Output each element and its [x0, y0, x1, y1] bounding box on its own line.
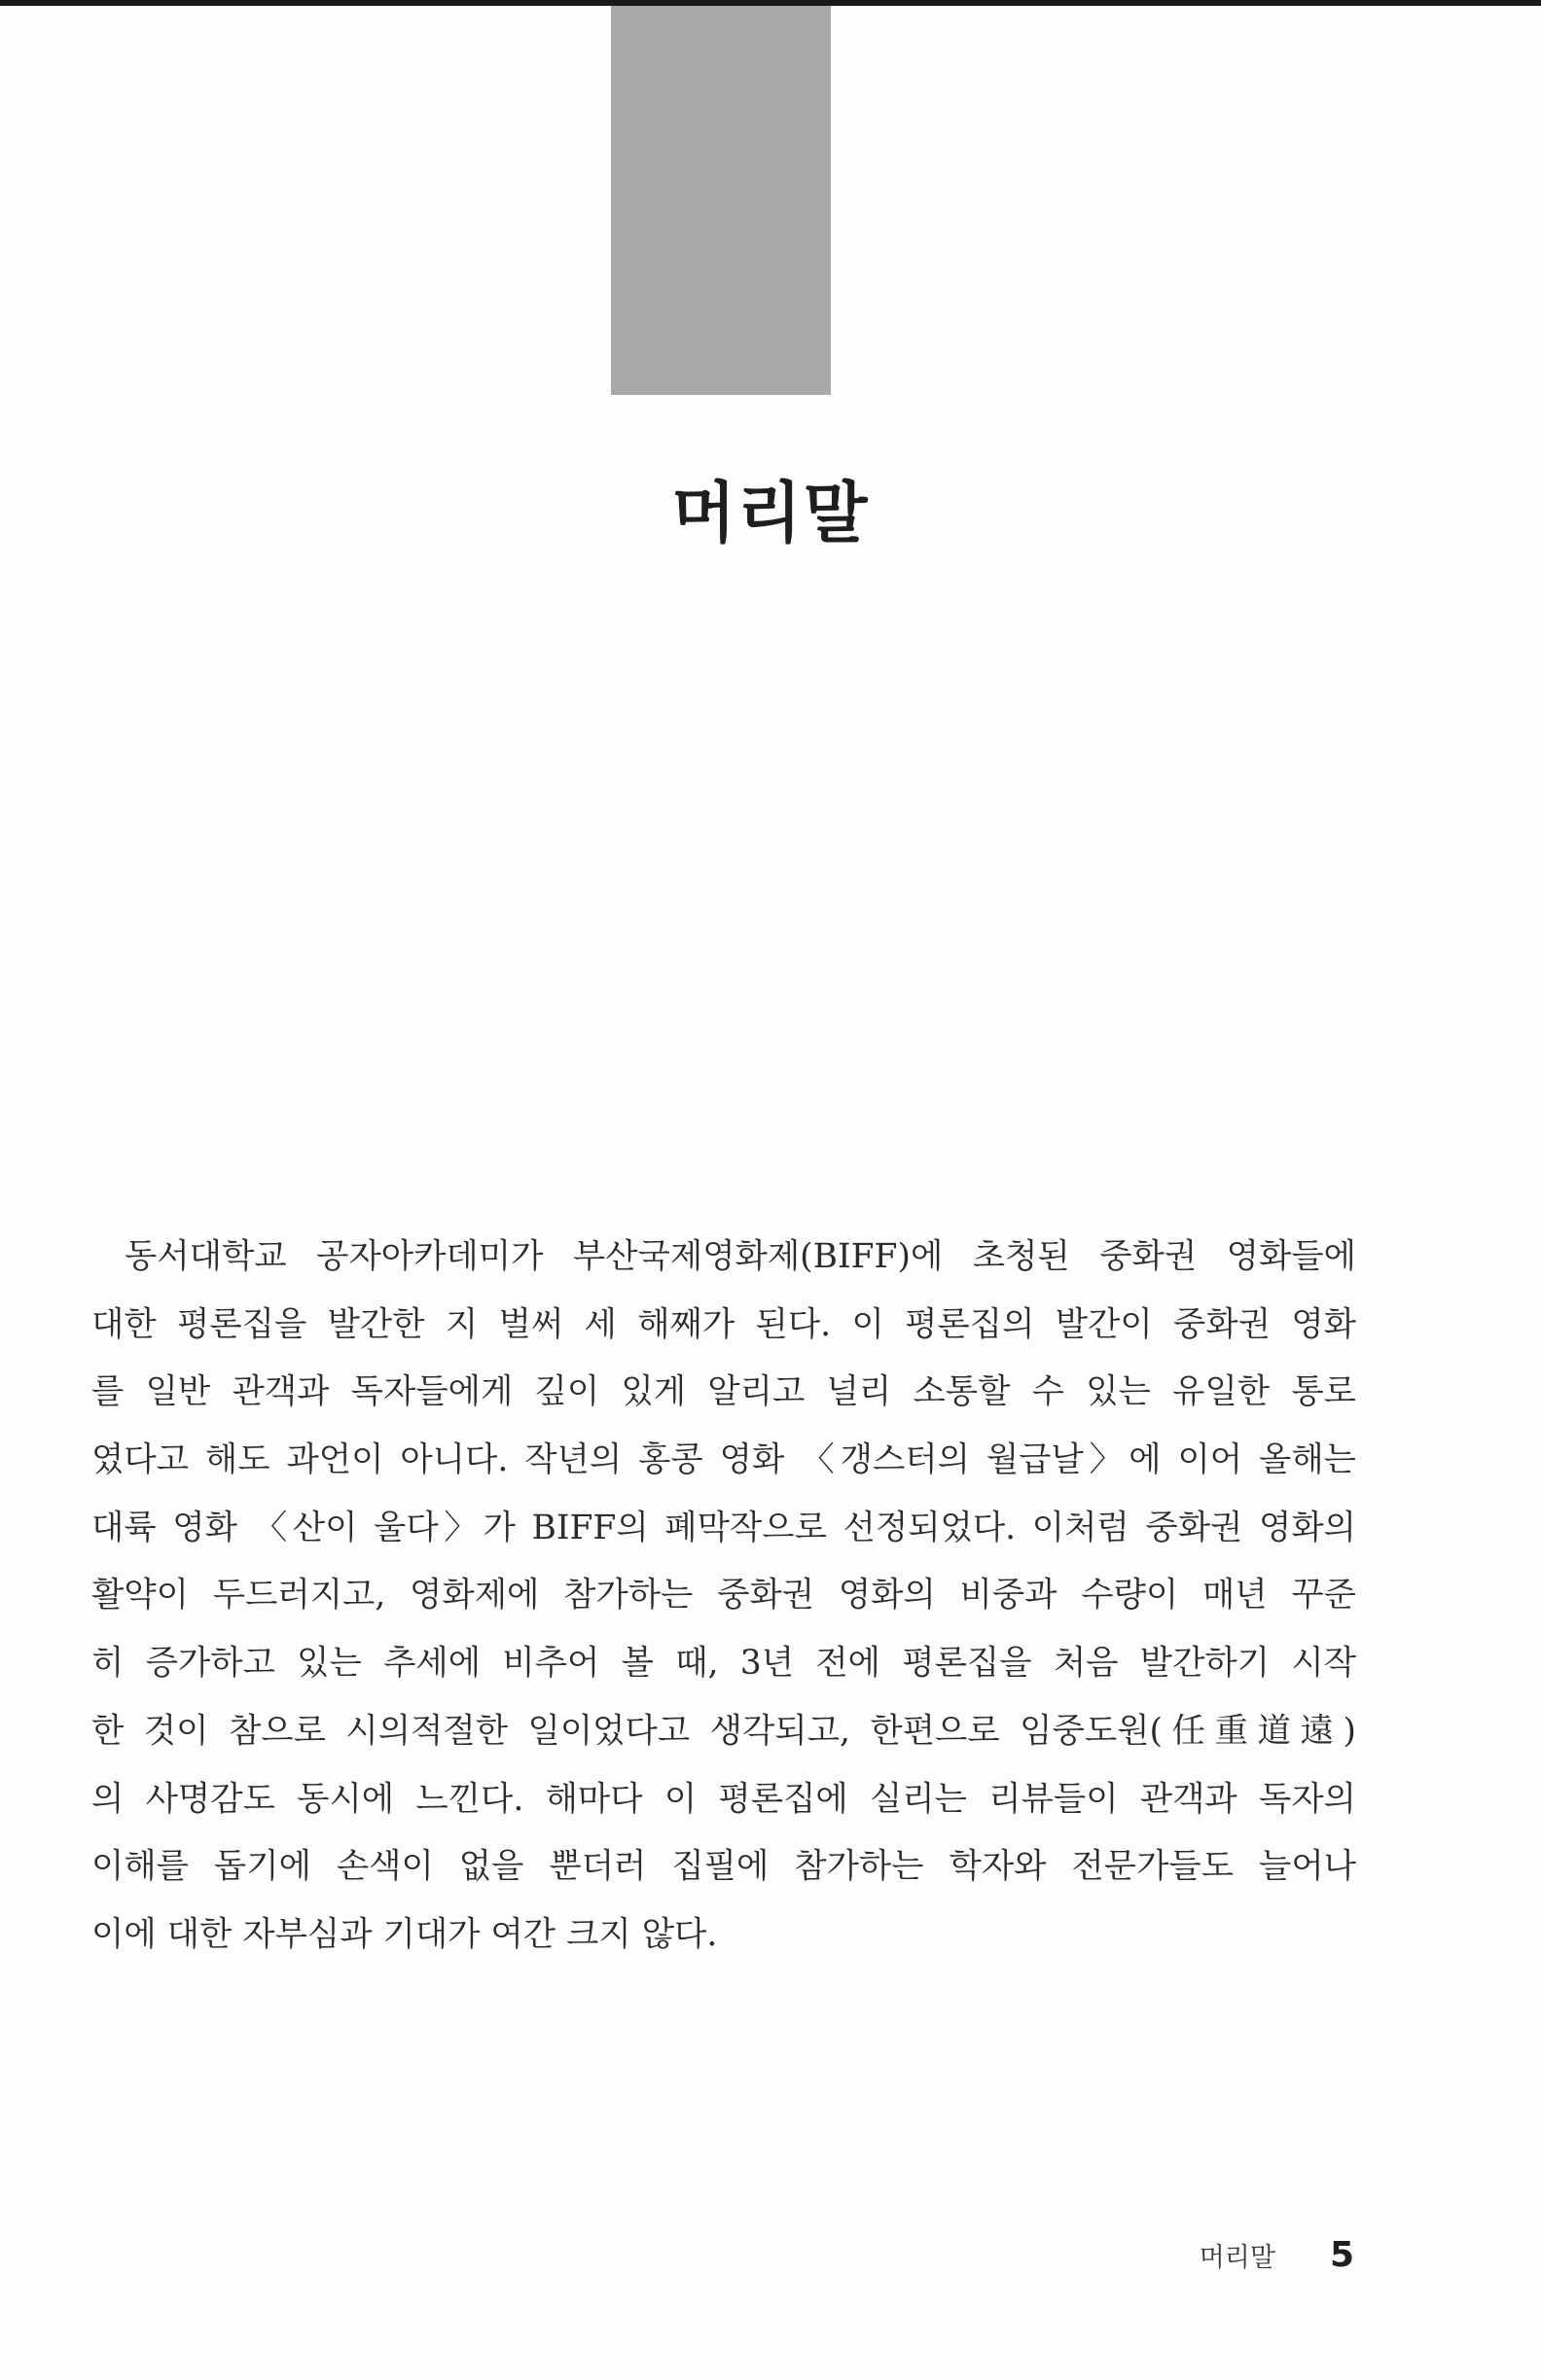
chapter-header-block [611, 6, 831, 395]
body-line: 를 일반 관객과 독자들에게 깊이 있게 알리고 널리 소통할 수 있는 유일한 통로 [91, 1372, 1356, 1412]
body-line: 이에 대한 자부심과 기대가 여간 크지 않다. [91, 1914, 718, 1954]
body-line: 이해를 돕기에 손색이 없을 뿐더러 집필에 참가하는 학자와 전문가들도 늘어나 [91, 1847, 1356, 1887]
chapter-title: 머리말 [671, 474, 870, 552]
body-line: 동서대학교 공자아카데미가 부산국제영화제(BIFF)에 초청된 중화권 영화들에 [125, 1237, 1356, 1276]
body-line: 대한 평론집을 발간한 지 벌써 세 해째가 된다. 이 평론집의 발간이 중화권 영화 [91, 1304, 1356, 1344]
body-line: 대륙 영화 〈산이 울다〉가 BIFF의 폐막작으로 선정되었다. 이처럼 중화권 영화의 [91, 1508, 1356, 1547]
body-line: 였다고 해도 과언이 아니다. 작년의 홍콩 영화 〈갱스터의 월급날〉에 이어 올해는 [91, 1440, 1356, 1480]
body-line: 의 사명감도 동시에 느낀다. 해마다 이 평론집에 실리는 리뷰들이 관객과 독자의 [91, 1779, 1356, 1819]
body-line: 히 증가하고 있는 추세에 비추어 볼 때, 3년 전에 평론집을 처음 발간하기 시작 [91, 1644, 1356, 1684]
body-line: 한 것이 참으로 시의적절한 일이었다고 생각되고, 한편으로 임중도원(任重道遠) [91, 1711, 1356, 1751]
body-line: 활약이 두드러지고, 영화제에 참가하는 중화권 영화의 비중과 수량이 매년 꾸준 [91, 1576, 1356, 1616]
page-footer [1200, 2235, 1354, 2275]
page-number: 5 [1329, 2235, 1354, 2275]
running-head: 머리말 [1199, 2243, 1275, 2273]
body-text [91, 1224, 1356, 1970]
